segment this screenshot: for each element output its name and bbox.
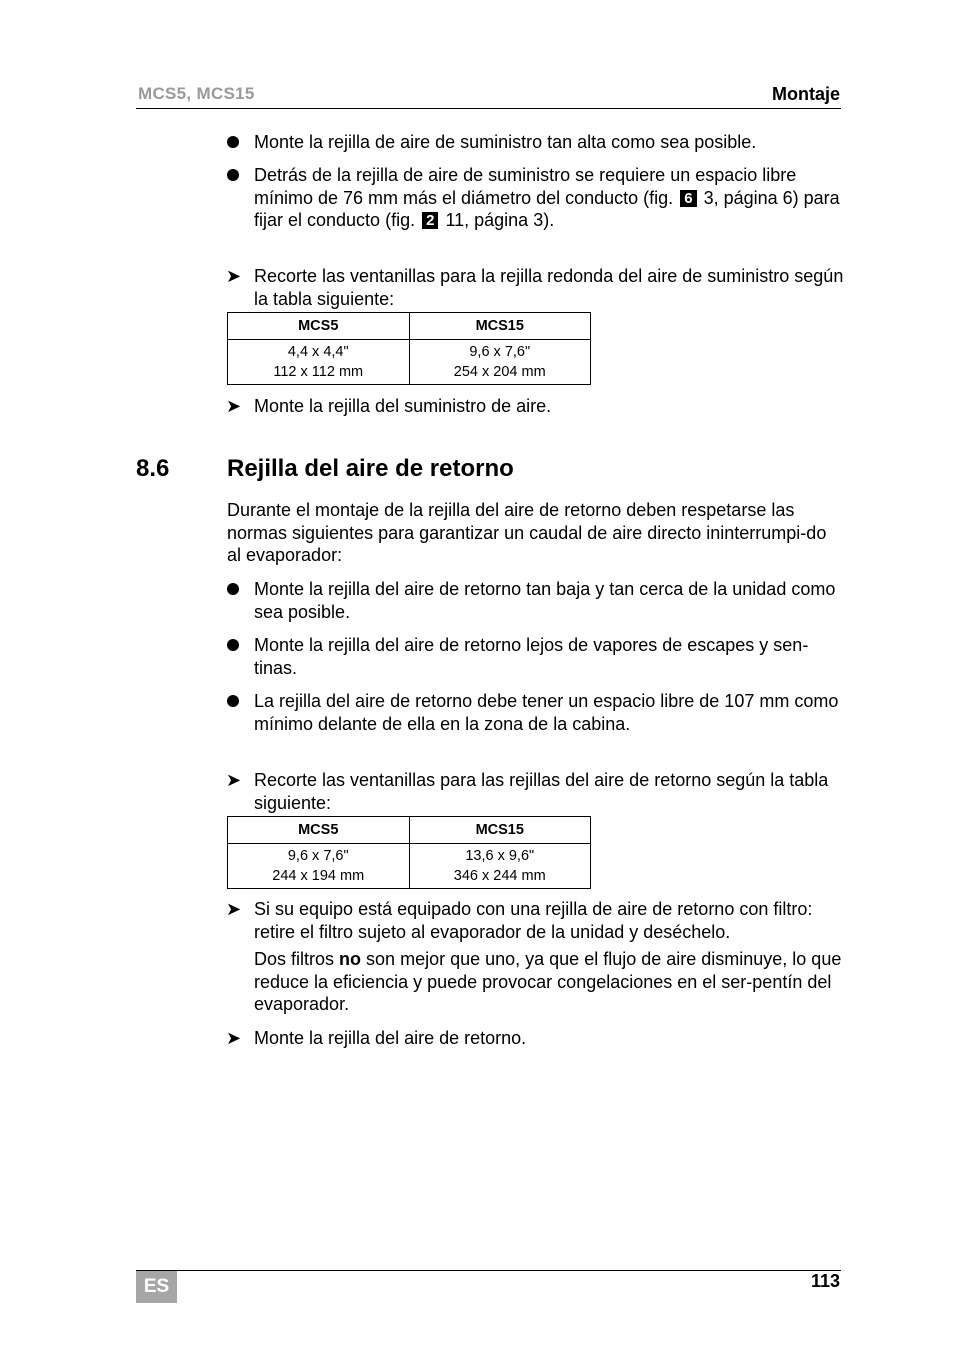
arrow-icon: ➤	[226, 266, 242, 286]
step-mount-supply: ➤ Monte la rejilla del suministro de aire.	[226, 396, 552, 416]
page-number: 113	[810, 1271, 840, 1291]
bullet-dot	[227, 695, 239, 707]
table-supply-dimensions	[227, 312, 591, 385]
bullet-return-low: Monte la rejilla del aire de retorno tan baja y tan cerca de la unidad como sea posible.	[254, 578, 844, 623]
step-filter: ➤ Si su equipo está equipado con una rejilla de aire de retorno con filtro: retire el filtro sujeto al evaporador de la unidad y deséchelo.	[226, 899, 813, 942]
header-rule	[136, 108, 841, 109]
step-mount-return: ➤ Monte la rejilla del aire de retorno.	[226, 1028, 527, 1048]
table-cell: 4,4 x 4,4" 112 x 112 mm	[228, 340, 410, 385]
arrow-icon: ➤	[226, 770, 242, 790]
header-model: MCS5, MCS15	[138, 84, 255, 103]
table-header-row	[228, 313, 591, 340]
figure-ref-badge: 6	[680, 190, 696, 207]
section-number: 8.6	[136, 455, 170, 482]
bullet-return-clearance: La rejilla del aire de retorno debe tener un espacio libre de 107 mm como mínimo delante de ella en la zona de la cabina.	[254, 690, 844, 735]
table-header-cell: MCS5	[228, 313, 410, 340]
section-title: Rejilla del aire de retorno	[227, 455, 514, 482]
language-badge: ES	[136, 1271, 177, 1303]
table-return-dimensions	[227, 816, 591, 889]
table-cell: 9,6 x 7,6" 254 x 204 mm	[409, 340, 591, 385]
arrow-icon: ➤	[226, 1028, 242, 1048]
note-filter: Dos filtros no son mejor que uno, ya que el flujo de aire disminuye, lo que reduce la eficiencia y puede provocar congelaciones en el ser-pentín del evaporador.	[254, 949, 842, 1014]
figure-ref-badge: 2	[422, 212, 438, 229]
table-row	[228, 340, 591, 385]
header-chapter: Montaje	[771, 84, 840, 104]
arrow-icon: ➤	[226, 396, 242, 416]
section-intro: Durante el montaje de la rejilla del aire de retorno deben respetarse las normas siguientes para garantizar un caudal de aire directo ininterrumpi-do al evaporador:	[227, 500, 827, 565]
table-header-cell: MCS5	[228, 817, 410, 844]
table-header-cell: MCS15	[409, 313, 591, 340]
table-header-cell: MCS15	[409, 817, 591, 844]
step-cut-supply: ➤ Recorte las ventanillas para la rejilla redonda del aire de suministro según la tabla siguiente:	[226, 266, 844, 309]
arrow-icon: ➤	[226, 899, 242, 919]
footer-rule	[136, 1270, 841, 1271]
table-cell: 9,6 x 7,6" 244 x 194 mm	[228, 844, 410, 889]
table-header-row	[228, 817, 591, 844]
bullet-supply-clearance: Detrás de la rejilla de aire de suministro se requiere un espacio libre mínimo de 76 mm más el diámetro del conducto (fig. 6 3, página 6) para fijar el conducto (fig. 2 11, página 3).	[254, 164, 844, 232]
table-cell: 13,6 x 9,6" 346 x 244 mm	[409, 844, 591, 889]
bullet-dot	[227, 583, 239, 595]
table-row	[228, 844, 591, 889]
bullet-dot	[227, 639, 239, 651]
bullet-dot	[227, 169, 239, 181]
bullet-dot	[227, 136, 239, 148]
bullet-return-away: Monte la rejilla del aire de retorno lejos de vapores de escapes y sen-tinas.	[254, 634, 844, 679]
step-cut-return: ➤ Recorte las ventanillas para las rejillas del aire de retorno según la tabla siguiente:	[226, 770, 829, 813]
bullet-supply-high: Monte la rejilla de aire de suministro tan alta como sea posible.	[254, 131, 844, 154]
